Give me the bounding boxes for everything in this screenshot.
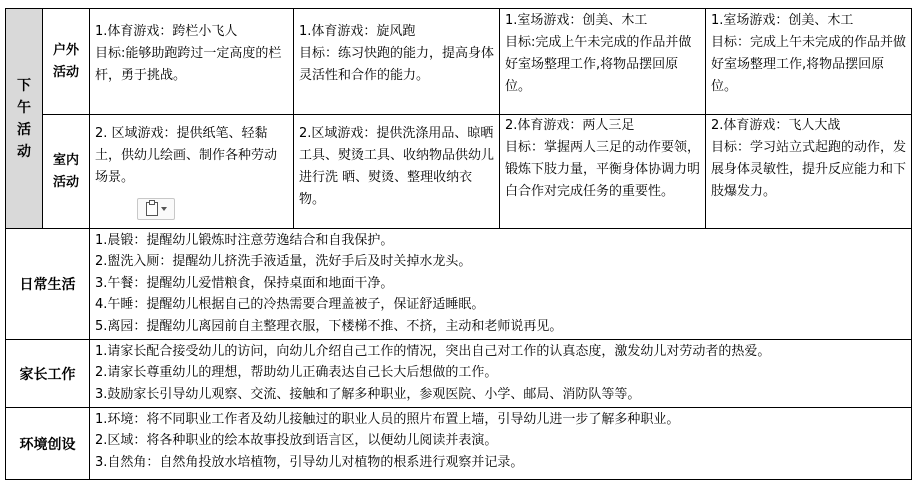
daily-life-content [90, 229, 912, 340]
parent-work-label: 家长工作 [19, 366, 76, 383]
environment-row [6, 408, 912, 480]
outdoor-label [43, 40, 89, 84]
chevron-down-icon [161, 207, 167, 211]
activity-title: 2.体育游戏：飞人大战 [711, 118, 841, 133]
activity-title: 1.体育游戏：旋风跑 [299, 24, 416, 39]
environment-label: 环境创设 [19, 436, 76, 453]
activity-goal: 目标：完成上午未完成的作品并做好室场整理工作,将物品摆回原位。 [711, 35, 907, 94]
activity-goal: 目标：掌握两人三足的动作要领，锻炼下肢力量，平衡身体协调力明白合作对完成任务的重要性。 [505, 140, 701, 199]
activity-goal: 目标：练习快跑的能力，提高身体灵活性和合作的能力。 [299, 46, 495, 83]
afternoon-label [6, 75, 42, 163]
daily-life-label: 日常生活 [19, 277, 76, 293]
label-char: 下 [17, 77, 31, 94]
list-item: 1.环境：将不同职业工作者及幼儿接触过的职业人员的照片布置上墙，引导幼儿进一步了解多种职业。 [95, 412, 680, 427]
indoor-label [43, 150, 89, 194]
label-char: 活 [17, 121, 31, 138]
afternoon-indoor-col3 [500, 115, 706, 229]
label-text: 活动 [52, 174, 79, 190]
parent-work-content [90, 340, 912, 408]
list-item: 2.区域：将各种职业的绘本故事投放到语言区，以便幼儿阅读并表演。 [95, 433, 498, 449]
parent-work-row [6, 340, 912, 408]
afternoon-indoor-col4 [706, 115, 912, 229]
afternoon-outdoor-col1 [90, 9, 294, 115]
environment-label-cell [6, 408, 90, 480]
list-item: 3.自然角：自然角投放水培植物，引导幼儿对植物的根系进行观察并记录。 [95, 454, 524, 470]
label-char: 午 [17, 99, 31, 116]
parent-work-label-cell [6, 340, 90, 408]
list-item: 4.午睡：提醒幼儿根据自己的冷热需要合理盖被子，保证舒适睡眠。 [95, 297, 485, 313]
weekly-plan-table [5, 8, 912, 480]
label-char: 动 [17, 143, 31, 160]
afternoon-outdoor-col2 [294, 9, 500, 115]
afternoon-outdoor-row [6, 9, 912, 115]
daily-life-row [6, 229, 912, 340]
activity-title: 2.区域游戏：提供洗涤用品、晾晒工具、熨烫工具、收纳物品供幼儿进行洗 晒、熨烫、整理收纳衣物。 [299, 126, 495, 207]
activity-title: 1.室场游戏：创美、木工 [505, 13, 648, 28]
list-item: 5.离园：提醒幼儿离园前自主整理衣服，下楼梯不推、不挤，主动和老师说再见。 [95, 318, 563, 334]
activity-goal: 目标：学习站立式起跑的动作，发展身体灵敏性，提升反应能力和下肢爆发力。 [711, 140, 907, 199]
indoor-label-cell [43, 115, 90, 229]
afternoon-label-cell [6, 9, 43, 229]
afternoon-outdoor-col4 [706, 9, 912, 115]
activity-goal: 目标:能够助跑跨过一定高度的栏杆，勇于挑战。 [95, 46, 282, 83]
afternoon-indoor-col1 [90, 115, 294, 229]
label-text: 室内 [52, 152, 79, 168]
clipboard-icon [146, 202, 158, 216]
activity-title: 2.体育游戏：两人三足 [505, 118, 635, 133]
daily-life-label-cell [6, 229, 90, 340]
activity-title: 2. 区域游戏：提供纸笔、轻黏土，供幼儿绘画、制作各种劳动场景。 [95, 126, 278, 185]
afternoon-indoor-col2 [294, 115, 500, 229]
list-item: 3.午餐：提醒幼儿爱惜粮食，保持桌面和地面干净。 [95, 275, 394, 291]
afternoon-outdoor-col3 [500, 9, 706, 115]
list-item: 1.请家长配合接受幼儿的访问，向幼儿介绍自己工作的情况，突出自己对工作的认真态度，激发幼儿对劳动者的热爱。 [95, 344, 771, 359]
list-item: 2.请家长尊重幼儿的理想，帮助幼儿正确表达自己长大后想做的工作。 [95, 365, 498, 381]
activity-title: 1.室场游戏：创美、木工 [711, 13, 854, 28]
environment-content [90, 408, 912, 480]
activity-goal: 目标:完成上午未完成的作品并做好室场整理工作,将物品摆回原位。 [505, 35, 692, 94]
label-text: 活动 [52, 64, 79, 80]
list-item: 3.鼓励家长引导幼儿观察、交流、接触和了解多种职业，参观医院、小学、邮局、消防队等等。 [95, 386, 641, 402]
list-item: 2.盥洗入厕：提醒幼儿挤洗手液适量，洗好手后及时关掉水龙头。 [95, 254, 472, 270]
label-text: 户外 [52, 42, 79, 58]
outdoor-label-cell [43, 9, 90, 115]
list-item: 1.晨锻：提醒幼儿锻炼时注意劳逸结合和自我保护。 [95, 233, 394, 248]
activity-title: 1.体育游戏：跨栏小飞人 [95, 24, 238, 39]
paste-options-button[interactable] [137, 198, 175, 220]
